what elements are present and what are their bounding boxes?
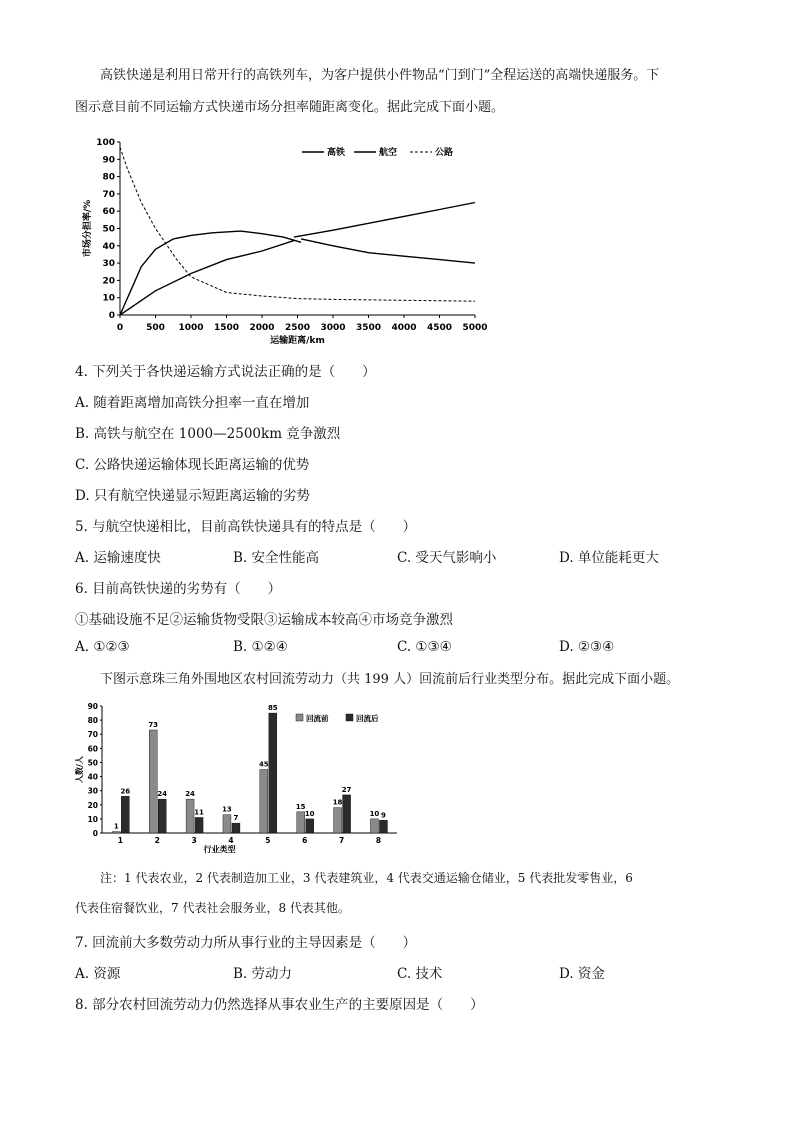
bar-value-label: 73	[148, 720, 159, 729]
x-tick-label: 500	[146, 323, 165, 333]
bar-回流后-3	[195, 817, 203, 833]
x-tick-label: 8	[375, 836, 382, 845]
y-axis-label: 人数/人	[75, 756, 84, 783]
bar-回流后-5	[269, 713, 277, 833]
bar-value-label: 10	[369, 809, 380, 818]
q5-option-d[interactable]: D. 单位能耗更大	[559, 550, 659, 566]
q6-option-a[interactable]: A. ①②③	[75, 639, 130, 655]
bar-value-label: 24	[157, 790, 168, 799]
y-tick-label: 20	[102, 276, 115, 287]
y-tick-label: 50	[102, 224, 115, 235]
series-line-高铁	[120, 231, 301, 315]
y-tick-label: 60	[102, 207, 115, 218]
q8-stem: 8. 部分农村回流劳动力仍然选择从事农业生产的主要原因是（ ）	[75, 997, 484, 1013]
bar-value-label: 18	[332, 798, 343, 807]
x-tick-label: 7	[338, 836, 345, 845]
bar-chart	[72, 700, 412, 860]
series-line-公路	[120, 147, 475, 301]
y-tick-label: 40	[87, 772, 98, 782]
q7-option-c[interactable]: C. 技术	[397, 966, 443, 982]
y-tick-label: 70	[87, 730, 98, 740]
q6-option-d[interactable]: D. ②③④	[559, 639, 615, 655]
series-line-航空	[294, 203, 475, 238]
bar-回流后-2	[158, 799, 166, 833]
bar-回流前-6	[297, 812, 305, 833]
q6-option-b[interactable]: B. ①②④	[233, 639, 288, 655]
bar-value-label: 26	[120, 787, 131, 796]
intro-line-1: 高铁快递是利用日常开行的高铁列车，为客户提供小件物品“门到门”全程运送的高端快递服务。下	[100, 68, 660, 83]
bar-value-label: 13	[222, 805, 232, 814]
x-tick-label: 0	[116, 323, 124, 333]
x-tick-label: 3000	[320, 323, 346, 333]
series-line-高铁	[301, 239, 475, 263]
q6-items: ①基础设施不足②运输货物受限③运输成本较高④市场竞争激烈	[75, 612, 453, 628]
y-tick-label: 50	[87, 758, 98, 768]
q4-option-a[interactable]: A. 随着距离增加高铁分担率一直在增加	[75, 395, 310, 411]
legend-label: 回流后	[356, 714, 379, 723]
note-line-2: 代表住宿餐饮业，7 代表社会服务业，8 代表其他。	[75, 901, 350, 915]
x-tick-label: 4	[228, 836, 234, 845]
y-tick-label: 60	[87, 744, 98, 754]
x-tick-label: 5	[265, 836, 271, 845]
x-tick-label: 3500	[355, 323, 382, 333]
x-tick-label: 2000	[249, 323, 275, 333]
series-line-航空	[120, 241, 294, 315]
x-tick-label: 3	[191, 836, 197, 845]
x-tick-label: 1000	[178, 323, 204, 333]
q4-option-d[interactable]: D. 只有航空快递显示短距离运输的劣势	[75, 488, 310, 504]
q7-stem: 7. 回流前大多数劳动力所从事行业的主导因素是（ ）	[75, 935, 417, 951]
q6-option-c[interactable]: C. ①③④	[397, 639, 452, 655]
q5-stem: 5. 与航空快递相比，目前高铁快递具有的特点是（ ）	[75, 519, 417, 535]
y-tick-label: 0	[108, 311, 115, 321]
x-tick-label: 2	[154, 836, 160, 845]
bar-value-label: 85	[267, 704, 278, 713]
y-tick-label: 100	[96, 138, 115, 148]
bar-value-label: 9	[381, 811, 386, 820]
x-tick-label: 2500	[284, 323, 311, 333]
y-tick-label: 20	[87, 800, 98, 810]
x-axis-label: 运输距离/km	[270, 336, 325, 346]
note-line-1: 注：1 代表农业，2 代表制造加工业，3 代表建筑业，4 代表交通运输仓储业，5 代表批发零售业，6	[100, 871, 633, 885]
q5-option-a[interactable]: A. 运输速度快	[75, 550, 161, 566]
bar-value-label: 24	[185, 790, 195, 799]
q5-option-b[interactable]: B. 安全性能高	[233, 550, 320, 566]
x-axis-label: 行业类型	[203, 845, 236, 854]
x-tick-label: 5000	[462, 323, 488, 333]
x-tick-label: 1500	[213, 323, 240, 333]
intro-line-2: 图示意目前不同运输方式快递市场分担率随距离变化。据此完成下面小题。	[75, 100, 505, 115]
bar-回流前-7	[334, 808, 342, 833]
bar-value-label: 7	[233, 814, 239, 823]
y-tick-label: 80	[87, 716, 98, 726]
line-chart	[70, 130, 490, 350]
bar-回流后-7	[343, 795, 351, 833]
legend-swatch	[296, 714, 303, 721]
q4-option-b[interactable]: B. 高铁与航空在 1000—2500km 竞争激烈	[75, 426, 341, 442]
y-tick-label: 10	[102, 293, 115, 304]
bar-value-label: 45	[258, 760, 269, 769]
q5-option-c[interactable]: C. 受天气影响小	[397, 550, 497, 566]
x-tick-label: 4000	[391, 323, 417, 333]
bar-value-label: 11	[194, 808, 204, 817]
legend-label: 高铁	[327, 148, 346, 158]
x-tick-label: 1	[117, 836, 123, 845]
legend-label: 回流前	[306, 714, 329, 723]
y-tick-label: 90	[87, 702, 98, 711]
q7-option-b[interactable]: B. 劳动力	[233, 966, 293, 982]
intro2: 下图示意珠三角外围地区农村回流劳动力（共 199 人）回流前后行业类型分布。据此完成下面小题。	[100, 672, 680, 687]
q7-option-d[interactable]: D. 资金	[559, 966, 605, 982]
bar-回流前-1	[112, 832, 120, 833]
y-tick-label: 70	[102, 189, 115, 200]
y-tick-label: 10	[87, 814, 98, 824]
y-tick-label: 30	[87, 786, 98, 796]
y-tick-label: 30	[102, 259, 115, 270]
bar-回流后-1	[121, 796, 129, 833]
y-tick-label: 90	[102, 155, 115, 166]
q4-stem: 4. 下列关于各快递运输方式说法正确的是（ ）	[75, 364, 376, 380]
bar-value-label: 1	[113, 822, 119, 831]
legend-swatch	[346, 714, 353, 721]
x-tick-label: 6	[302, 836, 308, 845]
bar-回流后-8	[379, 820, 387, 833]
y-tick-label: 0	[92, 829, 98, 838]
bar-value-label: 27	[341, 785, 352, 794]
legend-label: 航空	[379, 148, 398, 158]
bar-value-label: 15	[295, 802, 306, 811]
bar-回流前-8	[370, 819, 378, 833]
legend-label: 公路	[435, 148, 454, 158]
bar-回流前-4	[223, 815, 231, 833]
q6-stem: 6. 目前高铁快递的劣势有（ ）	[75, 581, 282, 597]
bar-回流后-4	[232, 823, 240, 833]
x-tick-label: 4500	[426, 323, 453, 333]
y-tick-label: 80	[102, 172, 115, 183]
y-axis-label: 市场分担率/%	[83, 199, 93, 258]
y-tick-label: 40	[102, 241, 115, 252]
bar-回流前-5	[260, 770, 268, 834]
bar-回流前-3	[186, 799, 194, 833]
bar-回流前-2	[149, 730, 157, 833]
bar-回流后-6	[306, 819, 314, 833]
q7-option-a[interactable]: A. 资源	[75, 966, 121, 982]
bar-value-label: 10	[304, 809, 315, 818]
q4-option-c[interactable]: C. 公路快递运输体现长距离运输的优势	[75, 457, 310, 473]
